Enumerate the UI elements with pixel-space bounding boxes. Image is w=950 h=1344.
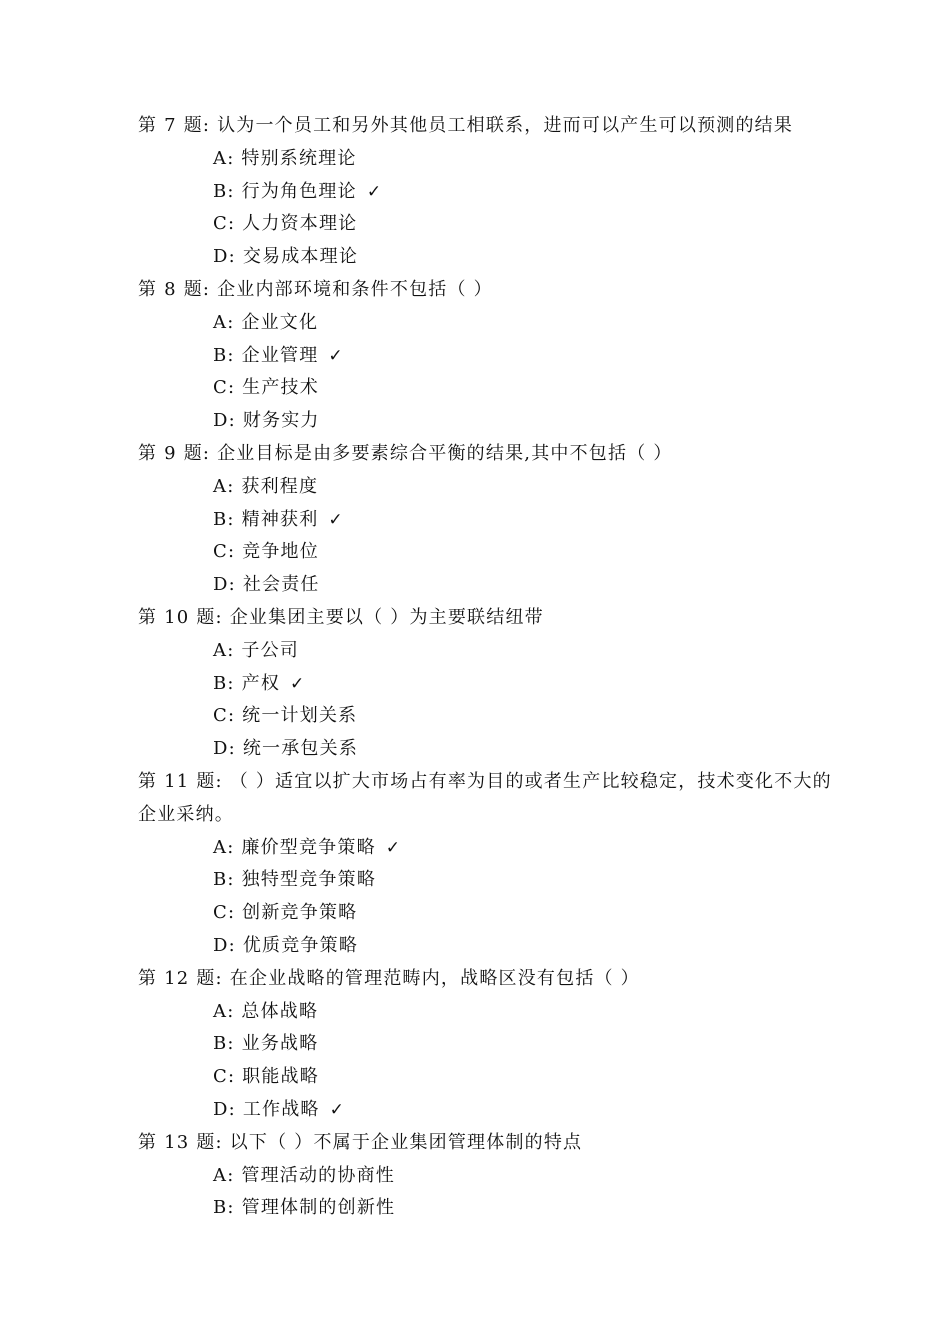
option-label: C: 人力资本理论 <box>213 213 358 235</box>
option-label: A: 总体战略 <box>213 1000 319 1022</box>
option-label: A: 子公司 <box>213 639 299 661</box>
option-label: B: 企业管理 <box>213 344 319 366</box>
option-label: D: 工作战略 <box>213 1098 320 1120</box>
option-7b <box>138 176 838 209</box>
option-label: B: 管理体制的创新性 <box>213 1197 396 1219</box>
option-label: B: 业务战略 <box>213 1033 319 1055</box>
option-9c <box>138 536 838 569</box>
option-8b <box>138 340 838 373</box>
check-mark-icon: ✓ <box>328 509 344 530</box>
question-8: 第 8 题: 企业内部环境和条件不包括（ ） <box>138 278 493 300</box>
option-label: B: 独特型竞争策略 <box>213 869 377 891</box>
option-label: B: 行为角色理论 <box>213 180 357 202</box>
option-label: C: 生产技术 <box>213 377 319 399</box>
question-7: 第 7 题: 认为一个员工和另外其他员工相联系，进而可以产生可以预测的结果 <box>138 115 794 136</box>
option-label: A: 管理活动的协商性 <box>213 1164 395 1186</box>
option-11a <box>138 832 838 865</box>
option-7a <box>138 143 838 176</box>
option-label: C: 创新竞争策略 <box>213 902 358 924</box>
option-8a <box>138 307 838 340</box>
option-10d <box>138 733 838 766</box>
question-9: 第 9 题: 企业目标是由多要素综合平衡的结果,其中不包括（ ） <box>138 442 673 464</box>
option-12a <box>138 996 838 1029</box>
option-7d <box>138 241 838 274</box>
option-label: D: 优质竞争策略 <box>213 934 359 956</box>
option-8d <box>138 405 838 438</box>
option-9d <box>138 569 838 602</box>
question-11: 第 11 题: （ ）适宜以扩大市场占有率为目的或者生产比较稳定，技术变化不大的企业采纳。 <box>138 770 832 825</box>
option-9b <box>138 504 838 537</box>
option-11c <box>138 897 838 930</box>
option-label: A: 获利程度 <box>213 475 319 497</box>
question-10: 第 10 题: 企业集团主要以（ ）为主要联结纽带 <box>138 606 544 628</box>
option-label: D: 财务实力 <box>213 410 320 432</box>
question-13: 第 13 题: 以下（ ）不属于企业集团管理体制的特点 <box>138 1131 583 1153</box>
option-10c <box>138 700 838 733</box>
option-11b <box>138 864 838 897</box>
check-mark-icon: ✓ <box>290 673 306 694</box>
question-list <box>138 110 838 1225</box>
option-label: B: 产权 <box>213 672 281 694</box>
option-12b <box>138 1028 838 1061</box>
option-8c <box>138 372 838 405</box>
option-label: A: 企业文化 <box>213 311 319 333</box>
option-7c <box>138 208 838 241</box>
option-label: D: 交易成本理论 <box>213 246 359 268</box>
option-label: D: 社会责任 <box>213 574 320 596</box>
option-label: C: 职能战略 <box>213 1066 319 1088</box>
option-12c <box>138 1061 838 1094</box>
question-12: 第 12 题: 在企业战略的管理范畴内，战略区没有包括（ ） <box>138 967 640 989</box>
option-label: C: 统一计划关系 <box>213 705 358 727</box>
option-12d <box>138 1094 838 1127</box>
check-mark-icon: ✓ <box>329 1099 346 1120</box>
check-mark-icon: ✓ <box>328 345 344 366</box>
option-11d <box>138 930 838 963</box>
option-13b <box>138 1192 838 1225</box>
option-label: A: 特别系统理论 <box>213 147 357 169</box>
check-mark-icon: ✓ <box>366 181 383 202</box>
option-13a <box>138 1160 838 1193</box>
option-label: D: 统一承包关系 <box>213 738 359 760</box>
option-label: B: 精神获利 <box>213 508 319 530</box>
option-label: A: 廉价型竞争策略 <box>213 836 376 858</box>
option-10b <box>138 668 838 701</box>
option-label: C: 竞争地位 <box>213 541 319 563</box>
option-10a <box>138 635 838 668</box>
option-9a <box>138 471 838 504</box>
check-mark-icon: ✓ <box>385 837 402 858</box>
